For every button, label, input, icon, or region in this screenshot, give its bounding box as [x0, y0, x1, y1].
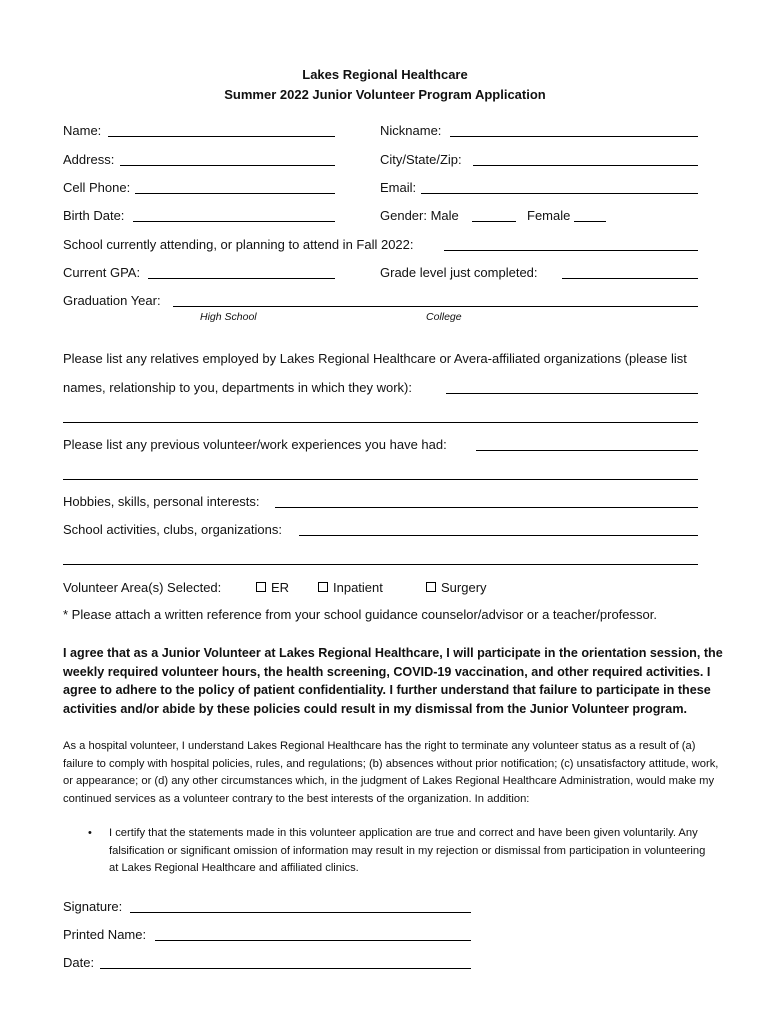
- hobbies-label: Hobbies, skills, personal interests:: [63, 494, 260, 509]
- printed-name-label: Printed Name:: [63, 927, 147, 942]
- volunteer-area-label: Volunteer Area(s) Selected:: [63, 580, 222, 595]
- inpatient-option[interactable]: [318, 580, 383, 596]
- er-option[interactable]: [256, 580, 289, 596]
- inpatient-label: Inpatient: [333, 580, 383, 595]
- inpatient-checkbox[interactable]: [318, 582, 328, 592]
- city-state-zip-field[interactable]: [473, 165, 698, 166]
- er-label: ER: [271, 580, 290, 595]
- certification-statement: I certify that the statements made in this volunteer application are true and correct and have been given voluntarily. Any falsification or significant omission of information may result in my rejection or dismissal from participation in volunteering at Lakes Regional Healthcare and affiliated clinics.: [109, 827, 706, 874]
- surgery-checkbox[interactable]: [426, 582, 436, 592]
- signature-label: Signature:: [63, 899, 123, 914]
- surgery-label: Surgery: [441, 580, 487, 595]
- email-field[interactable]: [421, 193, 698, 194]
- birth-date-label: Birth Date:: [63, 208, 125, 223]
- activities-label: School activities, clubs, organizations:: [63, 522, 282, 537]
- school-field[interactable]: [444, 250, 698, 251]
- address-label: Address:: [63, 152, 115, 167]
- reference-note: * Please attach a written reference from your school guidance counselor/advisor or a teacher/professor.: [63, 607, 657, 622]
- date-label: Date:: [63, 955, 95, 970]
- experience-prompt: Please list any previous volunteer/work experiences you have had:: [63, 437, 447, 452]
- grade-level-label: Grade level just completed:: [380, 265, 538, 280]
- activities-field[interactable]: [299, 535, 698, 536]
- birth-date-field[interactable]: [133, 221, 335, 222]
- printed-name-field[interactable]: [155, 940, 471, 941]
- name-label: Name:: [63, 123, 102, 138]
- bullet-icon: •: [88, 827, 92, 839]
- cell-phone-label: Cell Phone:: [63, 180, 131, 195]
- termination-terms: As a hospital volunteer, I understand Lakes Regional Healthcare has the right to terminate any volunteer status as a result of (a) failure to comply with hospital policies, rules, and regulations; (b) absences without prior notification; (c) unsatisfactory attitude, work, or appearance; or (d) any other circumstances which, in the judgment of Lakes Regional Healthcare Administration, would make my continued services as a volunteer contrary to the best interests of the organization. In addition:: [63, 740, 719, 805]
- experience-field[interactable]: [476, 450, 698, 451]
- gender-male-field[interactable]: [472, 221, 516, 222]
- er-checkbox[interactable]: [256, 582, 266, 592]
- school-label: School currently attending, or planning to attend in Fall 2022:: [63, 237, 414, 252]
- college-caption: College: [426, 311, 462, 323]
- gender-female-label: Female: [527, 208, 571, 223]
- graduation-year-field[interactable]: [173, 306, 698, 307]
- agreement-statement: I agree that as a Junior Volunteer at Lakes Regional Healthcare, I will participate in the orientation session, the weekly required volunteer hours, the health screening, COVID-19 vaccination, and other required activities. I agree to adhere to the policy of patient confidentiality. I further understand that failure to participate in these activities and/or abide by these policies could result in my dismissal from the Junior Volunteer program.: [63, 646, 723, 716]
- cell-phone-field[interactable]: [135, 193, 335, 194]
- email-label: Email:: [380, 180, 417, 195]
- high-school-caption: High School: [200, 311, 257, 323]
- signature-field[interactable]: [130, 912, 471, 913]
- relatives-field-extra[interactable]: [63, 422, 698, 423]
- nickname-label: Nickname:: [380, 123, 442, 138]
- gender-female-field[interactable]: [574, 221, 606, 222]
- gpa-field[interactable]: [148, 278, 335, 279]
- date-field[interactable]: [100, 968, 471, 969]
- organization-title: Lakes Regional Healthcare: [302, 67, 468, 82]
- relatives-prompt-line2: names, relationship to you, departments in which they work):: [63, 380, 413, 395]
- activities-field-extra[interactable]: [63, 564, 698, 565]
- form-title: Summer 2022 Junior Volunteer Program Application: [224, 87, 546, 102]
- gpa-label: Current GPA:: [63, 265, 141, 280]
- gender-label: Gender: Male: [380, 208, 459, 223]
- experience-field-extra[interactable]: [63, 479, 698, 480]
- hobbies-field[interactable]: [275, 507, 698, 508]
- nickname-field[interactable]: [450, 136, 698, 137]
- grade-level-field[interactable]: [562, 278, 698, 279]
- surgery-option[interactable]: [426, 580, 487, 596]
- address-field[interactable]: [120, 165, 335, 166]
- graduation-year-label: Graduation Year:: [63, 293, 161, 308]
- name-field[interactable]: [108, 136, 335, 137]
- relatives-prompt-line1: Please list any relatives employed by Lakes Regional Healthcare or Avera-affiliated organizations (please list: [63, 351, 687, 366]
- relatives-field[interactable]: [446, 393, 698, 394]
- city-state-zip-label: City/State/Zip:: [380, 152, 462, 167]
